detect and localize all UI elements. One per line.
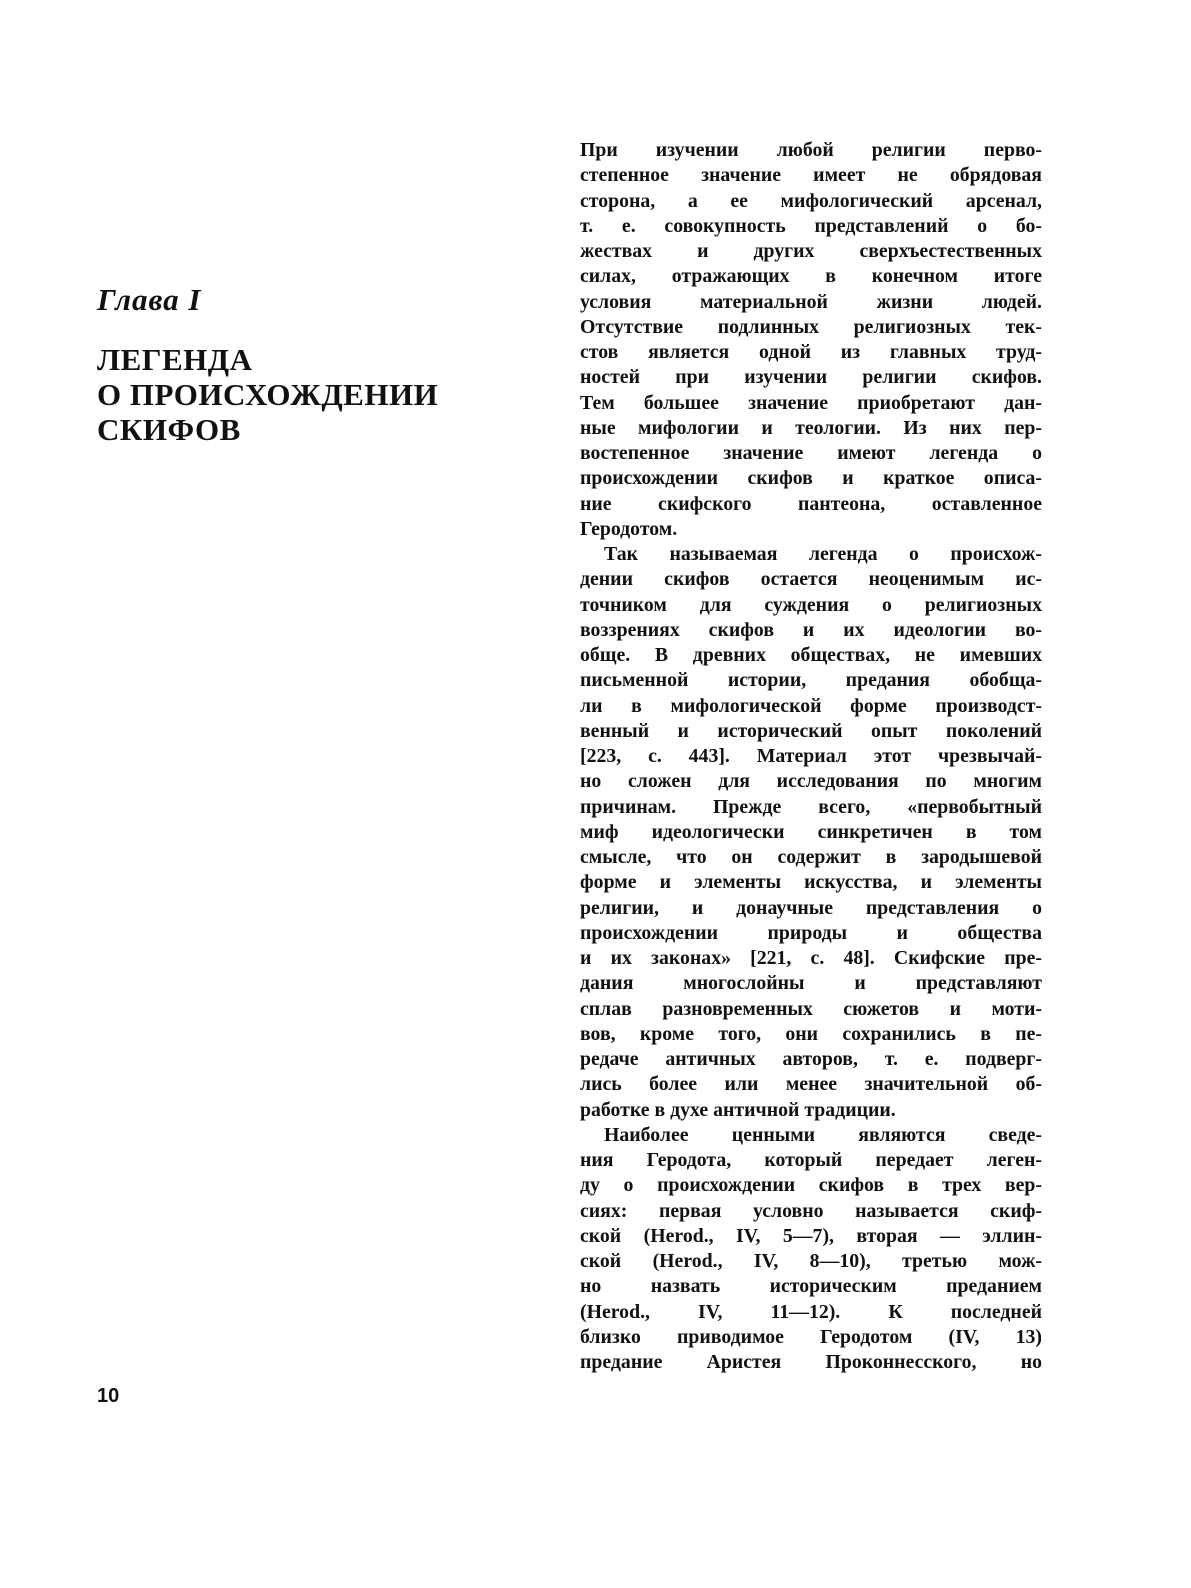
text-line: стов является одной из главных труд- [580,341,1042,363]
text-line: ду о происхождении скифов в трех вер- [580,1174,1042,1197]
chapter-title-line: О ПРОИСХОЖДЕНИИ [97,377,439,412]
text-line: вов, кроме того, они сохранились в пе- [580,1022,1042,1045]
text-line: происхождении скифов и краткое описа- [580,467,1042,490]
text-line: точником для суждения о религиозных [580,593,1042,616]
text-line: редаче античных авторов, т. е. подверг- [580,1048,1042,1070]
text-line: ностей при изучении религии скифов. [580,366,1042,389]
chapter-title-line: СКИФОВ [97,412,241,447]
text-line: т. е. совокупность представлений о бо- [580,214,1042,237]
text-line: Геродотом. [580,517,678,540]
text-line: лись более или менее значительной об- [580,1073,1042,1096]
text-line: Тем большее значение приобретают дан- [580,391,1042,414]
text-line: предание Аристея Проконнесского, но [580,1351,1042,1373]
page-number: 10 [97,1385,120,1407]
text-line: форме и элементы искусства, и элементы [580,871,1042,894]
text-line: дания многослойны и представляют [580,972,1042,995]
chapter-title [97,342,438,447]
text-line: (Herod., IV, 11—12). К последней [580,1300,1042,1323]
text-line: письменной истории, предания обобща- [580,669,1042,692]
body-text-column [580,138,1042,1375]
text-line: При изучении любой религии перво- [580,139,1042,161]
text-line: условия материальной жизни людей. [580,290,1042,313]
text-line: воззрениях скифов и их идеологии во- [580,618,1042,641]
text-line: Отсутствие подлинных религиозных тек- [580,315,1042,338]
text-line: дении скифов остается неоценимым ис- [580,568,1042,591]
text-line: ской (Herod., IV, 5—7), вторая — эллин- [580,1224,1042,1247]
text-line: степенное значение имеет не обрядовая [580,164,1042,187]
text-line: ние скифского пантеона, оставленное [580,492,1042,515]
text-line: ные мифологии и теологии. Из них пер- [580,416,1042,439]
text-line: Так называемая легенда о происхож- [604,543,1042,565]
text-line: но сложен для исследования по многим [580,770,1042,793]
text-line: венный и исторический опыт поколений [580,719,1042,742]
text-line: ской (Herod., IV, 8—10), третью мож- [580,1250,1042,1272]
chapter-label: Глава I [97,282,202,317]
text-line: смысле, что он содержит в зародышевой [580,846,1042,868]
text-line: религии, и донаучные представления о [580,896,1042,919]
text-line: [223, с. 443]. Материал этот чрезвычай- [580,745,1042,767]
text-line: причинам. Прежде всего, «первобытный [580,795,1042,818]
text-line: работке в духе античной традиции. [580,1098,896,1121]
text-line: сплав разновременных сюжетов и моти- [580,997,1042,1020]
text-line: жествах и других сверхъестественных [580,240,1042,262]
text-line: обще. В древних обществах, не имевших [580,644,1042,666]
text-line: Наиболее ценными являются сведе- [604,1123,1042,1146]
text-line: востепенное значение имеют легенда о [580,442,1042,464]
text-line: и их законах» [221, с. 48]. Скифские пре- [580,947,1042,969]
text-line: сторона, а ее мифологический арсенал, [580,189,1042,212]
text-line: происхождении природы и общества [580,921,1042,944]
text-line: ния Геродота, который передает леген- [580,1149,1042,1171]
text-line: но назвать историческим преданием [580,1275,1042,1298]
text-line: сиях: первая условно называется скиф- [580,1199,1042,1222]
chapter-title-line: ЛЕГЕНДА [97,342,253,377]
text-line: миф идеологически синкретичен в том [580,820,1042,843]
text-line: ли в мифологической форме производст- [580,694,1042,717]
text-line: близко приводимое Геродотом (IV, 13) [580,1325,1042,1348]
text-line: силах, отражающих в конечном итоге [580,265,1042,288]
